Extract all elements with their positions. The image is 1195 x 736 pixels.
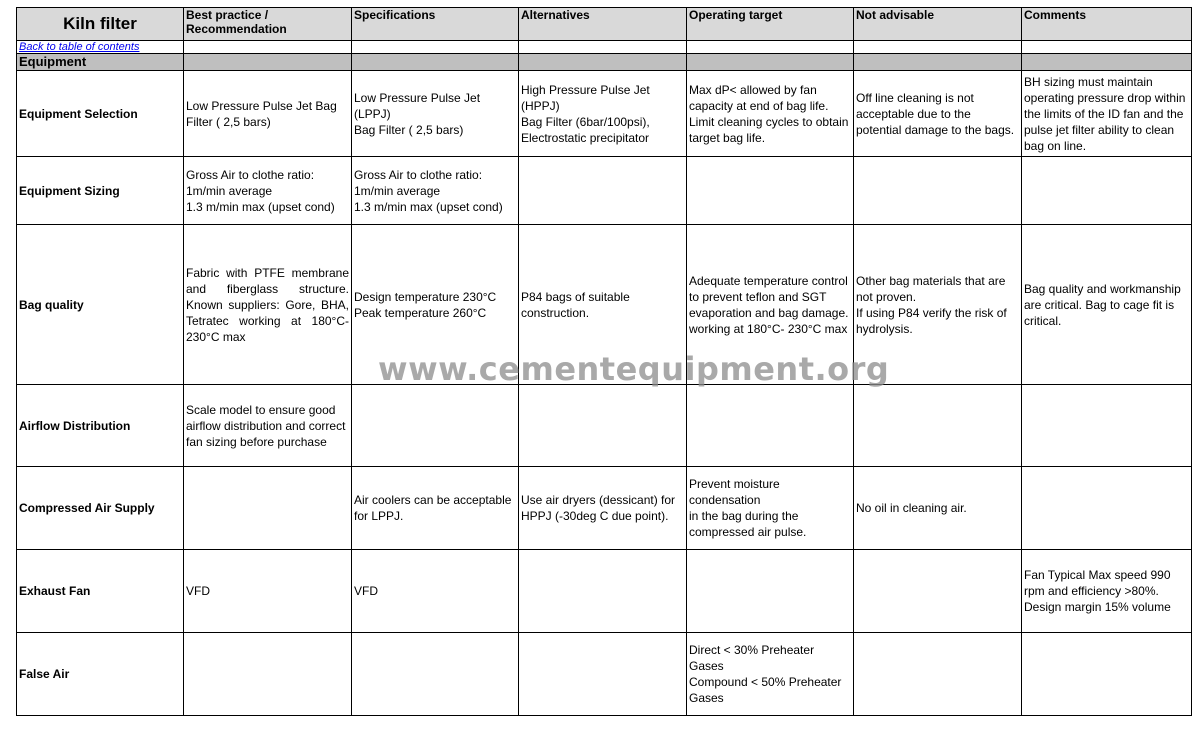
table-cell (854, 633, 1022, 716)
row-label: Airflow Distribution (17, 385, 184, 467)
link-cell (17, 41, 184, 54)
row-label: Exhaust Fan (17, 550, 184, 633)
table-cell: High Pressure Pulse Jet (HPPJ) Bag Filter (6bar/100psi), Electrostatic precipitator (519, 71, 687, 157)
table-cell: Scale model to ensure good airflow distribution and correct fan sizing before purchase (184, 385, 352, 467)
table-row (17, 550, 1192, 633)
table-row (17, 633, 1192, 716)
table-cell: BH sizing must maintain operating pressure drop within the limits of the ID fan and the pulse jet filter ability to clean bag on line. (1022, 71, 1192, 157)
table-cell (1022, 467, 1192, 550)
table-cell: Max dP< allowed by fan capacity at end of bag life. Limit cleaning cycles to obtain target bag life. (687, 71, 854, 157)
back-to-contents-link[interactable]: Back to table of contents (19, 41, 140, 53)
row-label: False Air (17, 633, 184, 716)
table-cell (854, 385, 1022, 467)
table-cell: Fan Typical Max speed 990 rpm and efficiency >80%. Design margin 15% volume (1022, 550, 1192, 633)
table-cell (1022, 633, 1192, 716)
table-cell: Prevent moisture condensation in the bag during the compressed air pulse. (687, 467, 854, 550)
table-cell: VFD (184, 550, 352, 633)
table-cell: Bag quality and workmanship are critical. Bag to cage fit is critical. (1022, 225, 1192, 385)
table-cell (519, 633, 687, 716)
table-cell: Low Pressure Pulse Jet Bag Filter ( 2,5 bars) (184, 71, 352, 157)
table-cell (1022, 385, 1192, 467)
table-row (17, 71, 1192, 157)
table-cell: Gross Air to clothe ratio: 1m/min average 1.3 m/min max (upset cond) (352, 157, 519, 225)
table-cell (519, 550, 687, 633)
link-row (17, 41, 1192, 54)
table-row (17, 385, 1192, 467)
table-row (17, 225, 1192, 385)
column-header-alternatives: Alternatives (519, 8, 687, 41)
table-cell (1022, 157, 1192, 225)
table-row (17, 157, 1192, 225)
table-cell: No oil in cleaning air. (854, 467, 1022, 550)
table-cell: Gross Air to clothe ratio: 1m/min average 1.3 m/min max (upset cond) (184, 157, 352, 225)
section-row (17, 54, 1192, 71)
kiln-filter-table (16, 7, 1192, 716)
column-header-comments: Comments (1022, 8, 1192, 41)
column-header-best-practice: Best practice / Recommendation (184, 8, 352, 41)
table-cell (687, 550, 854, 633)
table-cell: Off line cleaning is not acceptable due to the potential damage to the bags. (854, 71, 1022, 157)
column-header-specifications: Specifications (352, 8, 519, 41)
column-header-not-advisable: Not advisable (854, 8, 1022, 41)
table-cell: VFD (352, 550, 519, 633)
table-cell: Design temperature 230°C Peak temperature 260°C (352, 225, 519, 385)
table-cell (687, 385, 854, 467)
header-row (17, 8, 1192, 41)
table-cell (184, 633, 352, 716)
table-cell (854, 157, 1022, 225)
table-cell: Direct < 30% Preheater Gases Compound < 50% Preheater Gases (687, 633, 854, 716)
table-cell (519, 385, 687, 467)
table-cell: Low Pressure Pulse Jet (LPPJ) Bag Filter ( 2,5 bars) (352, 71, 519, 157)
row-label: Bag quality (17, 225, 184, 385)
table-row (17, 467, 1192, 550)
table-cell: P84 bags of suitable construction. (519, 225, 687, 385)
table-cell: Adequate temperature control to prevent teflon and SGT evaporation and bag damage. working at 180°C- 230°C max (687, 225, 854, 385)
table-title: Kiln filter (17, 8, 184, 41)
table-cell (687, 157, 854, 225)
row-label: Equipment Selection (17, 71, 184, 157)
table-cell (854, 550, 1022, 633)
table-cell (352, 385, 519, 467)
row-label: Equipment Sizing (17, 157, 184, 225)
table-cell: Other bag materials that are not proven. If using P84 verify the risk of hydrolysis. (854, 225, 1022, 385)
section-label: Equipment (17, 54, 184, 71)
table-cell (184, 467, 352, 550)
table-cell (352, 633, 519, 716)
table-cell: Use air dryers (dessicant) for HPPJ (-30deg C due point). (519, 467, 687, 550)
watermark-text: www.cementequipment.org (378, 350, 890, 388)
table-cell: Air coolers can be acceptable for LPPJ. (352, 467, 519, 550)
table-cell (519, 157, 687, 225)
table-cell: Fabric with PTFE membrane and fiberglass structure. Known suppliers: Gore, BHA, Tetratec working at 180°C- 230°C max (184, 225, 352, 385)
row-label: Compressed Air Supply (17, 467, 184, 550)
column-header-operating-target: Operating target (687, 8, 854, 41)
